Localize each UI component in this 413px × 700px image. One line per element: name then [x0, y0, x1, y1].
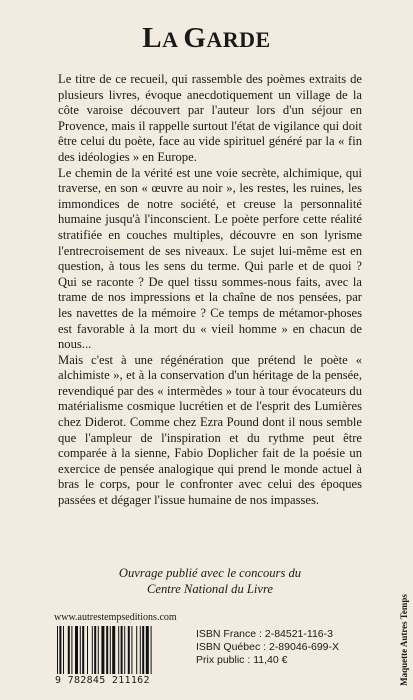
barcode-bar — [59, 626, 61, 674]
barcode-bar — [131, 626, 132, 674]
barcode-bar — [151, 626, 152, 674]
isbn-france-value: : 2-84521-116-3 — [259, 628, 333, 640]
barcode-bar — [142, 626, 144, 674]
title-initial-g: G — [183, 22, 207, 54]
publisher-website[interactable]: www.autrestempseditions.com — [54, 612, 177, 623]
price-row — [196, 654, 339, 667]
title-rest-a: A — [162, 27, 184, 52]
barcode-bar — [128, 626, 130, 674]
barcode-bar — [140, 626, 141, 674]
isbn-quebec-label: ISBN Québec — [196, 641, 261, 654]
isbn-block — [196, 628, 339, 668]
blurb-paragraph: Mais c'est à une régénération que prétend le poète « alchimiste », et à la conservation d'un héritage de la pensée, revendiqué par des « intermèdes » tour à tour évocateurs du matérialisme cosmique lucrétien et de l'esprit des Lumières chez Diderot. Comme chez Ezra Pound dont il nous semble que l'ampleur de l'inspiration et du rythme peut être comparée à la sienne, Fabio Doplicher fait de la poésie un exercice de pensée analogique qui prend le monde actuel à bras le corps, pour le confronter avec celui des époques passées et dégager l'issue humaine de nos impasses. — [58, 352, 362, 508]
title-rest-arde: ARDE — [206, 27, 271, 52]
isbn-france-label: ISBN France — [196, 628, 257, 640]
support-line-1: Ouvrage publié avec le concours du — [118, 566, 302, 580]
support-line-2: Centre National du Livre — [146, 581, 274, 596]
barcode-bar — [124, 626, 125, 674]
barcode-bar — [63, 626, 64, 674]
barcode-bar — [75, 626, 78, 674]
blurb-paragraph: Le chemin de la vérité est une voie secrète, alchimique, qui traverse, en son « œuvre au noir », les restes, les ruines, les immondices de notre société, et creuse la personnalité humaine jusqu'à l'inconscient. Le poète perfore cette réalité stratifiée en couches multiples, découvre en son lyrisme l'entrecroisement de ses niveaux. Le sujet lui-même est en question, à tous les sens du terme. Qui parle et de quoi ? Qui se raconte ? De quel tissu sommes-nous faits, avec la trame de nos impressions et la chaîne de nos pensées, par les navettes de la mémoire ? Ce temps de métamor-phoses est favorable à la mort du « vieil homme » en chacun de nous... — [58, 165, 362, 352]
barcode-bar — [118, 626, 119, 674]
price-value: : 11,40 € — [247, 654, 288, 667]
isbn-quebec-row — [196, 641, 339, 654]
barcode-bar — [121, 626, 123, 674]
barcode-bar — [92, 626, 93, 674]
barcode-bar — [57, 626, 58, 674]
isbn-quebec-value: : 2-89046-699-X — [263, 641, 340, 654]
barcode-bar — [112, 626, 115, 674]
book-title — [0, 22, 413, 55]
barcode-bar — [82, 626, 84, 674]
cnl-support-note — [58, 566, 362, 597]
barcode-number: 9 782845 211162 — [55, 675, 150, 686]
design-credit — [397, 582, 411, 698]
design-credit-text: Maquette Autres Temps — [399, 594, 409, 686]
barcode-bar — [146, 626, 149, 674]
barcode-bar — [94, 626, 96, 674]
barcode-bar — [101, 626, 104, 674]
barcode-bar — [87, 626, 88, 674]
barcode-bar — [98, 626, 99, 674]
title-initial-l: L — [142, 22, 163, 54]
price-label: Prix public — [196, 654, 245, 667]
blurb-paragraph: Le titre de ce recueil, qui rassemble des poèmes extraits de plusieurs livres, évoque anecdotiquement un village de la côte varoise découvert par l'auteur lors d'un séjour en Provence, mais il rappelle surtout l'état de vigilance qui doit être celui du poète, face au vide spirituel généré par la « fin des idéologies » en Europe. — [58, 72, 362, 164]
barcode-bar — [80, 626, 81, 674]
barcode-bar — [106, 626, 108, 674]
barcode-bar — [136, 626, 137, 674]
barcode-bar — [68, 626, 70, 674]
barcode-bar — [71, 626, 72, 674]
isbn-barcode — [55, 626, 185, 674]
barcode-bar — [110, 626, 111, 674]
blurb — [58, 72, 362, 509]
isbn-france-row — [196, 628, 339, 641]
